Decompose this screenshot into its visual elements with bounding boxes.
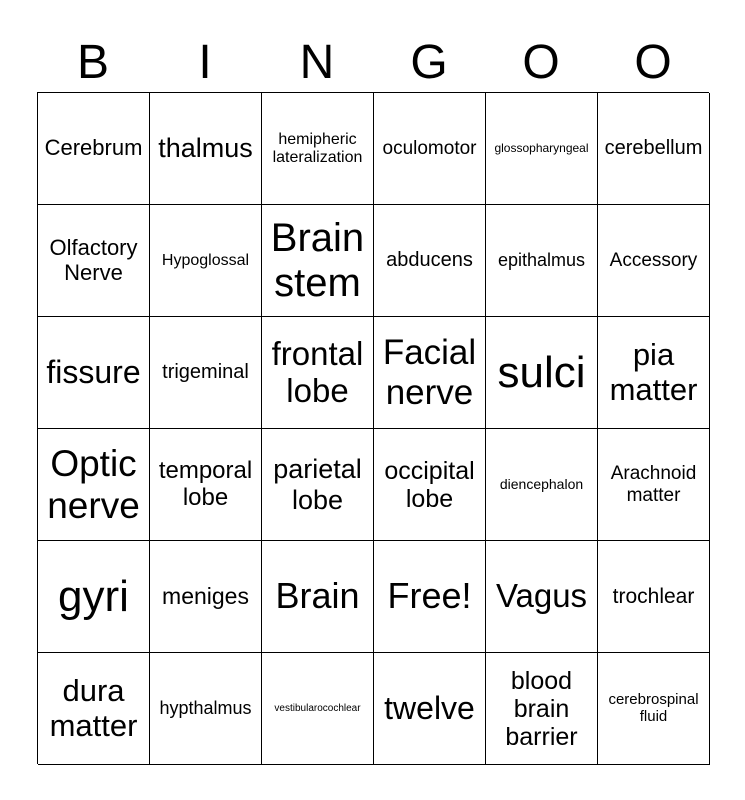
bingo-cell[interactable]: pia matter <box>598 317 710 429</box>
bingo-cell[interactable]: cerebrospinal fluid <box>598 653 710 765</box>
bingo-cell[interactable]: occipital lobe <box>374 429 486 541</box>
bingo-cell[interactable]: thalmus <box>150 93 262 205</box>
header-letter: O <box>522 36 560 89</box>
bingo-cell[interactable]: Brain <box>262 541 374 653</box>
bingo-cell[interactable]: Brain stem <box>262 205 374 317</box>
bingo-cell[interactable]: trochlear <box>598 541 710 653</box>
bingo-cell[interactable]: sulci <box>486 317 598 429</box>
bingo-cell[interactable]: hemipheric lateralization <box>262 93 374 205</box>
bingo-cell[interactable]: Arachnoid matter <box>598 429 710 541</box>
bingo-cell[interactable]: epithalmus <box>486 205 598 317</box>
bingo-cell[interactable]: Olfactory Nerve <box>38 205 150 317</box>
bingo-cell[interactable]: cerebellum <box>598 93 710 205</box>
bingo-card <box>37 92 709 764</box>
bingo-cell[interactable]: glossopharyngeal <box>486 93 598 205</box>
bingo-header <box>37 34 709 92</box>
bingo-cell[interactable]: Facial nerve <box>374 317 486 429</box>
bingo-cell[interactable]: hypthalmus <box>150 653 262 765</box>
bingo-cell[interactable]: Hypoglossal <box>150 205 262 317</box>
bingo-cell[interactable]: Optic nerve <box>38 429 150 541</box>
header-letter: G <box>410 36 448 89</box>
bingo-cell[interactable]: fissure <box>38 317 150 429</box>
bingo-cell[interactable]: abducens <box>374 205 486 317</box>
bingo-cell[interactable]: Vagus <box>486 541 598 653</box>
bingo-cell[interactable]: gyri <box>38 541 150 653</box>
bingo-cell[interactable]: twelve <box>374 653 486 765</box>
header-letter: B <box>76 36 109 89</box>
bingo-cell[interactable]: Cerebrum <box>38 93 150 205</box>
header-letter: I <box>198 36 212 89</box>
bingo-cell[interactable]: meniges <box>150 541 262 653</box>
bingo-cell[interactable]: oculomotor <box>374 93 486 205</box>
bingo-cell[interactable]: frontal lobe <box>262 317 374 429</box>
bingo-cell[interactable]: dura matter <box>38 653 150 765</box>
bingo-cell[interactable]: Accessory <box>598 205 710 317</box>
bingo-cell[interactable]: diencephalon <box>486 429 598 541</box>
header-letter: O <box>634 36 672 89</box>
bingo-cell[interactable]: blood brain barrier <box>486 653 598 765</box>
header-letter: N <box>299 36 335 89</box>
bingo-cell[interactable]: trigeminal <box>150 317 262 429</box>
bingo-cell[interactable]: parietal lobe <box>262 429 374 541</box>
bingo-cell[interactable]: vestibularocochlear <box>262 653 374 765</box>
bingo-cell[interactable]: Free! <box>374 541 486 653</box>
bingo-cell[interactable]: temporal lobe <box>150 429 262 541</box>
